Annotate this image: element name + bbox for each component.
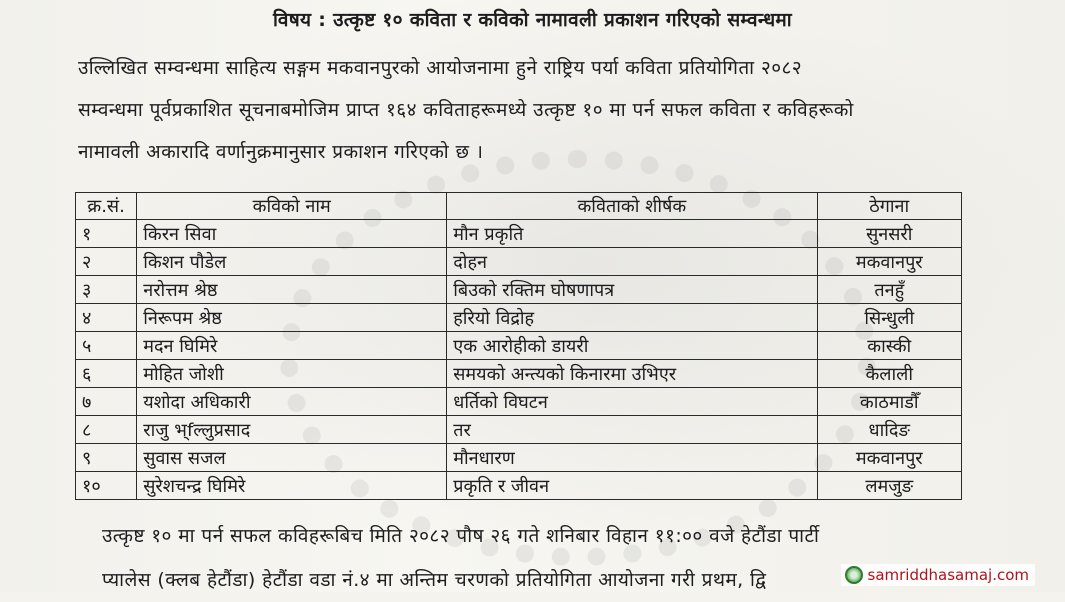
cell-address: सुनसरी <box>817 220 962 248</box>
cell-address: मकवानपुर <box>817 444 962 472</box>
intro-line: उल्लिखित सम्वन्धमा साहित्य सङ्गम मकवानपुरको आयोजनामा हुने राष्ट्रिय पर्या कविता प्रतियोगिता २०८२ <box>78 57 803 79</box>
cell-serial: ९ <box>76 444 137 472</box>
table-row <box>76 416 962 444</box>
cell-serial: ३ <box>76 276 137 304</box>
cell-serial: १ <box>76 220 137 248</box>
cell-poet-name: राजु भ्fल्लुप्रसाद <box>137 416 447 444</box>
table-row <box>76 248 962 276</box>
cell-poet-name: मोहित जोशी <box>137 360 447 388</box>
globe-icon <box>845 566 863 584</box>
intro-paragraph <box>78 47 1008 173</box>
header-serial: क्र.सं. <box>76 193 137 220</box>
table-row <box>76 388 962 416</box>
cell-address: कैलाली <box>817 360 962 388</box>
cell-address: तनहुँ <box>817 276 962 304</box>
header-poet-name: कविको नाम <box>137 193 447 220</box>
cell-serial: ८ <box>76 416 137 444</box>
winners-table <box>75 192 962 500</box>
cell-poem-title: बिउको रक्तिम घोषणापत्र <box>447 276 817 304</box>
cell-serial: ७ <box>76 388 137 416</box>
cell-poem-title: मौनधारण <box>447 444 817 472</box>
cell-address: मकवानपुर <box>817 248 962 276</box>
header-poem-title: कविताको शीर्षक <box>447 193 817 220</box>
subject-heading: विषय : उत्कृष्ट १० कविता र कविको नामावली प्रकाशन गरिएको सम्वन्धमा <box>272 9 793 31</box>
cell-serial: १० <box>76 472 137 500</box>
cell-poem-title: प्रकृति र जीवन <box>447 472 817 500</box>
cell-poet-name: किरन सिवा <box>137 220 447 248</box>
cell-poem-title: तर <box>447 416 817 444</box>
table-row <box>76 444 962 472</box>
table-row <box>76 472 962 500</box>
intro-line: सम्वन्धमा पूर्वप्रकाशित सूचनाबमोजिम प्राप्त १६४ कविताहरूमध्ये उत्कृष्ट १० मा पर्न सफल कविता र कविहरूको <box>78 99 854 121</box>
cell-poet-name: नरोत्तम श्रेष्ठ <box>137 276 447 304</box>
intro-line: नामावली अकारादि वर्णानुक्रमानुसार प्रकाशन गरिएको छ । <box>78 141 484 163</box>
cell-poet-name: सुरेशचन्द्र घिमिरे <box>137 472 447 500</box>
cell-serial: ५ <box>76 332 137 360</box>
cell-poet-name: निरूपम श्रेष्ठ <box>137 304 447 332</box>
cell-poet-name: यशोदा अधिकारी <box>137 388 447 416</box>
table-row <box>76 276 962 304</box>
table-row <box>76 332 962 360</box>
table-row <box>76 220 962 248</box>
header-address: ठेगाना <box>817 193 962 220</box>
cell-poet-name: मदन घिमिरे <box>137 332 447 360</box>
table-header-row <box>76 193 962 220</box>
cell-address: सिन्धुली <box>817 304 962 332</box>
cell-address: कास्की <box>817 332 962 360</box>
cell-serial: ६ <box>76 360 137 388</box>
closing-paragraph <box>102 514 1002 602</box>
cell-poem-title: समयको अन्त्यको किनारमा उभिएर <box>447 360 817 388</box>
closing-line: प्यालेस (क्लब हेटौंडा) हेटौंडा वडा नं.४ मा अन्तिम चरणको प्रतियोगिता आयोजना गरी प्रथम, द्वि <box>102 569 767 591</box>
cell-poet-name: किशन पौडेल <box>137 248 447 276</box>
table-row <box>76 304 962 332</box>
cell-poem-title: धर्तिको विघटन <box>447 388 817 416</box>
cell-poet-name: सुवास सजल <box>137 444 447 472</box>
cell-poem-title: हरियो विद्रोह <box>447 304 817 332</box>
cell-poem-title: दोहन <box>447 248 817 276</box>
closing-line: उत्कृष्ट १० मा पर्न सफल कविहरूबिच मिति २०८२ पौष २६ गते शनिबार विहान ११:०० वजे हेटौंडा पार्टी <box>102 525 820 547</box>
cell-poem-title: मौन प्रकृति <box>447 220 817 248</box>
table-row <box>76 360 962 388</box>
site-name: samriddhasamaj.com <box>867 566 1029 584</box>
cell-serial: ४ <box>76 304 137 332</box>
site-watermark <box>841 564 1035 586</box>
cell-poem-title: एक आरोहीको डायरी <box>447 332 817 360</box>
cell-address: लमजुङ <box>817 472 962 500</box>
cell-serial: २ <box>76 248 137 276</box>
cell-address: धादिङ <box>817 416 962 444</box>
cell-address: काठमाडौँ <box>817 388 962 416</box>
